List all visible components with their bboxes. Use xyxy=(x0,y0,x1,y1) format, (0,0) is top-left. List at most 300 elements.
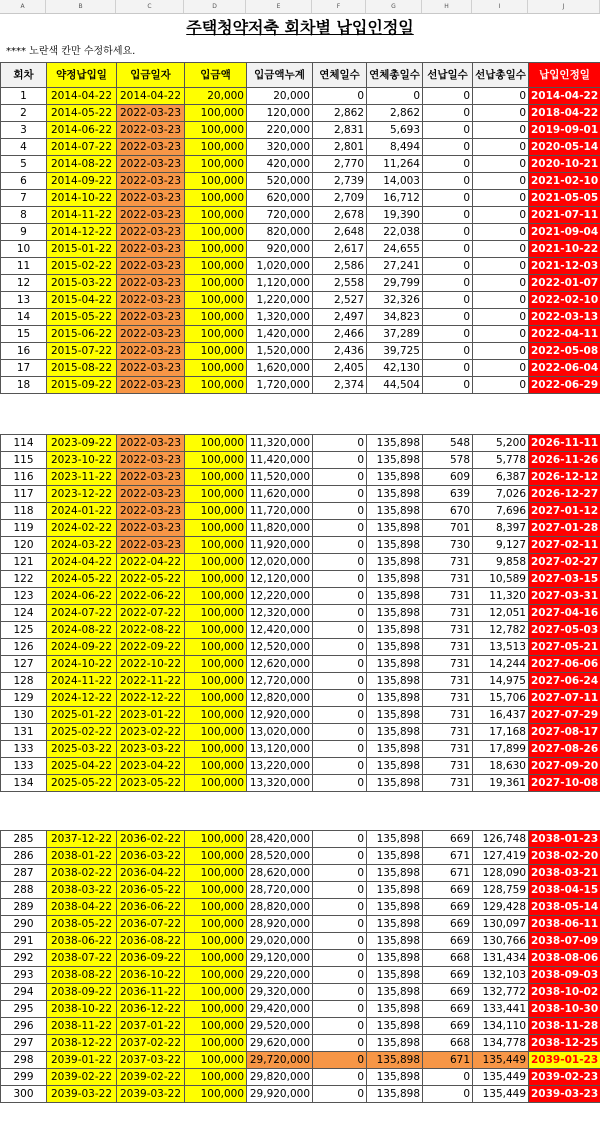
cell[interactable]: 100,000 xyxy=(185,343,247,360)
cell: 2020-05-14 xyxy=(529,139,600,156)
cell: 920,000 xyxy=(247,241,313,258)
cell[interactable]: 2023-11-22 xyxy=(47,469,117,486)
cell: 2026-11-11 xyxy=(529,435,600,452)
cell[interactable]: 2022-03-23 xyxy=(117,452,185,469)
cell[interactable]: 100,000 xyxy=(185,724,247,741)
cell: 13,120,000 xyxy=(247,741,313,758)
cell: 28,820,000 xyxy=(247,899,313,916)
cell[interactable]: 2022-03-23 xyxy=(117,139,185,156)
cell: 0 xyxy=(313,1001,367,1018)
cell[interactable]: 2022-05-22 xyxy=(117,571,185,588)
cell: 0 xyxy=(423,224,473,241)
cell[interactable]: 2014-06-22 xyxy=(47,122,117,139)
cell: 731 xyxy=(423,656,473,673)
cell[interactable]: 2022-03-23 xyxy=(117,503,185,520)
cell[interactable]: 100,000 xyxy=(185,1052,247,1069)
cell[interactable]: 2024-09-22 xyxy=(47,639,117,656)
cell[interactable]: 2039-03-22 xyxy=(47,1086,117,1103)
cell: 29,020,000 xyxy=(247,933,313,950)
cell: 135,898 xyxy=(367,933,423,950)
cell: 0 xyxy=(313,673,367,690)
cell[interactable]: 2024-10-22 xyxy=(47,656,117,673)
cell: 669 xyxy=(423,933,473,950)
cell: 123 xyxy=(1,588,47,605)
cell: 0 xyxy=(473,258,529,275)
cell[interactable]: 2024-05-22 xyxy=(47,571,117,588)
cell[interactable]: 2039-02-22 xyxy=(117,1069,185,1086)
cell[interactable]: 100,000 xyxy=(185,916,247,933)
cell[interactable]: 2022-03-23 xyxy=(117,520,185,537)
cell[interactable]: 2023-09-22 xyxy=(47,435,117,452)
cell[interactable]: 2014-10-22 xyxy=(47,190,117,207)
cell[interactable]: 100,000 xyxy=(185,1001,247,1018)
cell[interactable]: 2022-03-23 xyxy=(117,343,185,360)
cell[interactable]: 100,000 xyxy=(185,639,247,656)
cell: 2026-12-27 xyxy=(529,486,600,503)
cell[interactable]: 100,000 xyxy=(185,775,247,792)
cell: 2,527 xyxy=(313,292,367,309)
column-letter[interactable]: A xyxy=(0,0,46,13)
cell[interactable]: 2038-08-22 xyxy=(47,967,117,984)
cell: 2022-02-10 xyxy=(529,292,600,309)
cell: 128,090 xyxy=(473,865,529,882)
cell: 0 xyxy=(423,1086,473,1103)
cell[interactable]: 2022-12-22 xyxy=(117,690,185,707)
cell[interactable]: 2036-09-22 xyxy=(117,950,185,967)
cell: 135,898 xyxy=(367,758,423,775)
cell[interactable]: 100,000 xyxy=(185,275,247,292)
table-row xyxy=(1,571,600,588)
table-row xyxy=(1,275,600,292)
cell[interactable]: 2023-12-22 xyxy=(47,486,117,503)
cell: 0 xyxy=(423,309,473,326)
cell[interactable]: 100,000 xyxy=(185,1035,247,1052)
cell[interactable]: 100,000 xyxy=(185,207,247,224)
cell[interactable]: 100,000 xyxy=(185,899,247,916)
cell[interactable]: 2014-07-22 xyxy=(47,139,117,156)
cell: 0 xyxy=(423,122,473,139)
cell[interactable]: 100,000 xyxy=(185,452,247,469)
cell: 2038-04-15 xyxy=(529,882,600,899)
cell[interactable]: 100,000 xyxy=(185,831,247,848)
cell[interactable]: 100,000 xyxy=(185,656,247,673)
cell[interactable]: 2015-09-22 xyxy=(47,377,117,394)
column-letter[interactable]: J xyxy=(528,0,600,13)
cell[interactable]: 2022-08-22 xyxy=(117,622,185,639)
cell[interactable]: 2022-04-22 xyxy=(117,554,185,571)
cell[interactable]: 2024-04-22 xyxy=(47,554,117,571)
cell[interactable]: 100,000 xyxy=(185,1018,247,1035)
cell: 0 xyxy=(473,139,529,156)
cell: 28,720,000 xyxy=(247,882,313,899)
cell[interactable]: 2036-02-22 xyxy=(117,831,185,848)
table-row xyxy=(1,950,600,967)
cell[interactable]: 2022-10-22 xyxy=(117,656,185,673)
cell: 0 xyxy=(367,88,423,105)
cell: 609 xyxy=(423,469,473,486)
table-row xyxy=(1,707,600,724)
cell[interactable]: 100,000 xyxy=(185,758,247,775)
cell: 0 xyxy=(473,88,529,105)
column-letter[interactable]: F xyxy=(312,0,366,13)
cell[interactable]: 2038-04-22 xyxy=(47,899,117,916)
cell: 2,709 xyxy=(313,190,367,207)
cell: 2021-10-22 xyxy=(529,241,600,258)
cell: 2026-12-12 xyxy=(529,469,600,486)
column-letter[interactable]: C xyxy=(116,0,184,13)
cell: 44,504 xyxy=(367,377,423,394)
cell[interactable]: 2024-11-22 xyxy=(47,673,117,690)
cell[interactable]: 2022-03-23 xyxy=(117,122,185,139)
cell: 1,620,000 xyxy=(247,360,313,377)
cell: 292 xyxy=(1,950,47,967)
cell: 130 xyxy=(1,707,47,724)
cell[interactable]: 2025-02-22 xyxy=(47,724,117,741)
cell[interactable]: 2024-08-22 xyxy=(47,622,117,639)
cell: 620,000 xyxy=(247,190,313,207)
cell: 15 xyxy=(1,326,47,343)
cell[interactable]: 2023-05-22 xyxy=(117,775,185,792)
cell[interactable]: 2038-02-22 xyxy=(47,865,117,882)
cell[interactable]: 100,000 xyxy=(185,848,247,865)
cell: 0 xyxy=(423,241,473,258)
cell[interactable]: 2014-11-22 xyxy=(47,207,117,224)
cell[interactable]: 100,000 xyxy=(185,554,247,571)
cell: 133,441 xyxy=(473,1001,529,1018)
cell: 701 xyxy=(423,520,473,537)
cell[interactable]: 2015-06-22 xyxy=(47,326,117,343)
cell: 2,678 xyxy=(313,207,367,224)
cell: 131,434 xyxy=(473,950,529,967)
cell: 2014-04-22 xyxy=(529,88,600,105)
cell[interactable]: 100,000 xyxy=(185,741,247,758)
cell[interactable]: 100,000 xyxy=(185,588,247,605)
cell[interactable]: 100,000 xyxy=(185,224,247,241)
table-row xyxy=(1,1086,600,1103)
cell: 28,520,000 xyxy=(247,848,313,865)
cell: 117 xyxy=(1,486,47,503)
cell[interactable]: 2022-03-23 xyxy=(117,537,185,554)
cell[interactable]: 100,000 xyxy=(185,105,247,122)
cell[interactable]: 2025-03-22 xyxy=(47,741,117,758)
cell: 133 xyxy=(1,758,47,775)
cell[interactable]: 100,000 xyxy=(185,967,247,984)
cell[interactable]: 2022-03-23 xyxy=(117,190,185,207)
cell: 0 xyxy=(423,343,473,360)
cell: 27,241 xyxy=(367,258,423,275)
cell: 2022-06-29 xyxy=(529,377,600,394)
cell[interactable]: 2022-06-22 xyxy=(117,588,185,605)
cell: 14,975 xyxy=(473,673,529,690)
cell[interactable]: 2036-03-22 xyxy=(117,848,185,865)
cell[interactable]: 100,000 xyxy=(185,882,247,899)
cell: 135,449 xyxy=(473,1086,529,1103)
cell[interactable]: 2036-08-22 xyxy=(117,933,185,950)
cell: 116 xyxy=(1,469,47,486)
cell: 2027-02-11 xyxy=(529,537,600,554)
cell: 2038-10-02 xyxy=(529,984,600,1001)
cell[interactable]: 100,000 xyxy=(185,933,247,950)
cell[interactable]: 2024-07-22 xyxy=(47,605,117,622)
cell[interactable]: 2015-03-22 xyxy=(47,275,117,292)
cell[interactable]: 2024-01-22 xyxy=(47,503,117,520)
cell: 10 xyxy=(1,241,47,258)
cell[interactable]: 2022-09-22 xyxy=(117,639,185,656)
cell[interactable]: 2023-04-22 xyxy=(117,758,185,775)
cell[interactable]: 2038-12-22 xyxy=(47,1035,117,1052)
cell[interactable]: 100,000 xyxy=(185,139,247,156)
table-block-1 xyxy=(0,62,600,410)
cell[interactable]: 2036-07-22 xyxy=(117,916,185,933)
cell: 135,898 xyxy=(367,622,423,639)
cell: 288 xyxy=(1,882,47,899)
cell[interactable]: 2038-09-22 xyxy=(47,984,117,1001)
cell: 119 xyxy=(1,520,47,537)
column-letter[interactable]: D xyxy=(184,0,246,13)
cell[interactable]: 100,000 xyxy=(185,469,247,486)
cell[interactable]: 100,000 xyxy=(185,690,247,707)
cell[interactable]: 2022-07-22 xyxy=(117,605,185,622)
cell: 293 xyxy=(1,967,47,984)
table-row xyxy=(1,865,600,882)
cell[interactable]: 100,000 xyxy=(185,190,247,207)
cell[interactable]: 2038-03-22 xyxy=(47,882,117,899)
cell[interactable]: 2014-04-22 xyxy=(117,88,185,105)
cell: 28,920,000 xyxy=(247,916,313,933)
header-cell: 연체일수 xyxy=(313,63,367,88)
cell[interactable]: 2022-03-23 xyxy=(117,156,185,173)
cell: 135,898 xyxy=(367,452,423,469)
cell[interactable]: 2023-01-22 xyxy=(117,707,185,724)
cell[interactable]: 100,000 xyxy=(185,241,247,258)
cell: 12,520,000 xyxy=(247,639,313,656)
cell: 130,097 xyxy=(473,916,529,933)
cell[interactable]: 2023-02-22 xyxy=(117,724,185,741)
cell[interactable]: 2038-11-22 xyxy=(47,1018,117,1035)
cell[interactable]: 2022-03-23 xyxy=(117,326,185,343)
cell[interactable]: 2024-03-22 xyxy=(47,537,117,554)
cell[interactable]: 2022-03-23 xyxy=(117,207,185,224)
edit-note: **** 노란색 칸만 수정하세요. xyxy=(6,46,136,57)
cell[interactable]: 2024-02-22 xyxy=(47,520,117,537)
table-row xyxy=(1,377,600,394)
cell[interactable]: 2014-12-22 xyxy=(47,224,117,241)
table-row xyxy=(1,899,600,916)
cell: 0 xyxy=(423,1069,473,1086)
column-letter[interactable]: B xyxy=(46,0,116,13)
column-letter[interactable]: G xyxy=(366,0,422,13)
cell[interactable]: 100,000 xyxy=(185,571,247,588)
cell[interactable]: 2022-03-23 xyxy=(117,486,185,503)
cell: 135,898 xyxy=(367,503,423,520)
cell: 8,397 xyxy=(473,520,529,537)
table-row xyxy=(1,775,600,792)
cell: 731 xyxy=(423,758,473,775)
cell[interactable]: 100,000 xyxy=(185,258,247,275)
cell: 0 xyxy=(473,207,529,224)
cell: 2 xyxy=(1,105,47,122)
cell[interactable]: 2015-05-22 xyxy=(47,309,117,326)
cell[interactable]: 2037-12-22 xyxy=(47,831,117,848)
cell: 290 xyxy=(1,916,47,933)
cell[interactable]: 2022-03-23 xyxy=(117,309,185,326)
cell[interactable]: 2022-03-23 xyxy=(117,105,185,122)
cell[interactable]: 100,000 xyxy=(185,950,247,967)
cell[interactable]: 2036-11-22 xyxy=(117,984,185,1001)
cell[interactable]: 2022-03-23 xyxy=(117,377,185,394)
cell: 286 xyxy=(1,848,47,865)
cell: 2038-01-23 xyxy=(529,831,600,848)
cell[interactable]: 2022-03-23 xyxy=(117,258,185,275)
cell[interactable]: 100,000 xyxy=(185,326,247,343)
column-letter[interactable]: E xyxy=(246,0,312,13)
cell[interactable]: 100,000 xyxy=(185,360,247,377)
cell: 2,648 xyxy=(313,224,367,241)
cell[interactable]: 100,000 xyxy=(185,537,247,554)
cell[interactable]: 2038-01-22 xyxy=(47,848,117,865)
cell[interactable]: 20,000 xyxy=(185,88,247,105)
cell: 17,899 xyxy=(473,741,529,758)
cell: 22,038 xyxy=(367,224,423,241)
cell: 0 xyxy=(313,656,367,673)
cell: 669 xyxy=(423,1018,473,1035)
cell[interactable]: 2015-08-22 xyxy=(47,360,117,377)
cell[interactable]: 2038-07-22 xyxy=(47,950,117,967)
cell: 0 xyxy=(473,309,529,326)
cell[interactable]: 100,000 xyxy=(185,122,247,139)
cell[interactable]: 2014-08-22 xyxy=(47,156,117,173)
cell[interactable]: 2022-03-23 xyxy=(117,173,185,190)
column-letter[interactable]: I xyxy=(472,0,528,13)
column-letter[interactable]: H xyxy=(422,0,472,13)
cell[interactable]: 2022-03-23 xyxy=(117,435,185,452)
cell[interactable]: 2023-10-22 xyxy=(47,452,117,469)
cell: 548 xyxy=(423,435,473,452)
cell: 127,419 xyxy=(473,848,529,865)
cell[interactable]: 2022-03-23 xyxy=(117,292,185,309)
cell: 18,630 xyxy=(473,758,529,775)
cell[interactable]: 2023-03-22 xyxy=(117,741,185,758)
cell[interactable]: 100,000 xyxy=(185,984,247,1001)
cell[interactable]: 2039-02-22 xyxy=(47,1069,117,1086)
cell[interactable]: 2022-03-23 xyxy=(117,360,185,377)
cell: 0 xyxy=(313,605,367,622)
cell[interactable]: 100,000 xyxy=(185,503,247,520)
cell: 132,772 xyxy=(473,984,529,1001)
cell[interactable]: 2014-05-22 xyxy=(47,105,117,122)
cell[interactable]: 100,000 xyxy=(185,707,247,724)
cell: 0 xyxy=(313,1086,367,1103)
cell[interactable]: 100,000 xyxy=(185,1069,247,1086)
cell[interactable]: 2039-03-22 xyxy=(117,1086,185,1103)
cell[interactable]: 2014-09-22 xyxy=(47,173,117,190)
cell[interactable]: 2039-01-22 xyxy=(47,1052,117,1069)
cell: 0 xyxy=(313,899,367,916)
cell[interactable]: 2036-12-22 xyxy=(117,1001,185,1018)
cell[interactable]: 2022-03-23 xyxy=(117,224,185,241)
cell: 29,220,000 xyxy=(247,967,313,984)
cell: 0 xyxy=(313,435,367,452)
cell: 118 xyxy=(1,503,47,520)
cell[interactable]: 2036-05-22 xyxy=(117,882,185,899)
cell[interactable]: 2025-04-22 xyxy=(47,758,117,775)
cell[interactable]: 2037-01-22 xyxy=(117,1018,185,1035)
cell[interactable]: 2024-12-22 xyxy=(47,690,117,707)
cell[interactable]: 2015-04-22 xyxy=(47,292,117,309)
cell[interactable]: 100,000 xyxy=(185,292,247,309)
cell: 2027-07-29 xyxy=(529,707,600,724)
table-row xyxy=(1,292,600,309)
cell[interactable]: 100,000 xyxy=(185,377,247,394)
cell: 135,898 xyxy=(367,486,423,503)
cell[interactable]: 100,000 xyxy=(185,173,247,190)
cell[interactable]: 2025-05-22 xyxy=(47,775,117,792)
cell[interactable]: 2025-01-22 xyxy=(47,707,117,724)
cell: 731 xyxy=(423,690,473,707)
cell[interactable]: 2036-06-22 xyxy=(117,899,185,916)
cell: 0 xyxy=(473,292,529,309)
cell[interactable]: 2038-06-22 xyxy=(47,933,117,950)
cell: 420,000 xyxy=(247,156,313,173)
cell[interactable]: 2024-06-22 xyxy=(47,588,117,605)
cell: 2039-01-23 xyxy=(529,1052,600,1069)
cell[interactable]: 2022-03-23 xyxy=(117,469,185,486)
cell[interactable]: 100,000 xyxy=(185,673,247,690)
cell: 9,127 xyxy=(473,537,529,554)
cell[interactable]: 2022-03-23 xyxy=(117,241,185,258)
cell[interactable]: 100,000 xyxy=(185,435,247,452)
header-cell: 연체총일수 xyxy=(367,63,423,88)
cell[interactable]: 100,000 xyxy=(185,622,247,639)
cell: 1,420,000 xyxy=(247,326,313,343)
cell[interactable]: 2015-02-22 xyxy=(47,258,117,275)
cell: 0 xyxy=(313,1069,367,1086)
cell: 0 xyxy=(313,741,367,758)
cell[interactable]: 100,000 xyxy=(185,486,247,503)
cell: 296 xyxy=(1,1018,47,1035)
cell[interactable]: 2015-07-22 xyxy=(47,343,117,360)
cell[interactable]: 100,000 xyxy=(185,1086,247,1103)
cell[interactable]: 2037-02-22 xyxy=(117,1035,185,1052)
cell[interactable]: 100,000 xyxy=(185,156,247,173)
cell: 2027-06-24 xyxy=(529,673,600,690)
cell[interactable]: 100,000 xyxy=(185,605,247,622)
cell[interactable]: 2015-01-22 xyxy=(47,241,117,258)
cell[interactable]: 2014-04-22 xyxy=(47,88,117,105)
cell[interactable]: 2022-11-22 xyxy=(117,673,185,690)
cell[interactable]: 100,000 xyxy=(185,520,247,537)
cell[interactable]: 2038-05-22 xyxy=(47,916,117,933)
cell: 0 xyxy=(313,707,367,724)
cell: 1,220,000 xyxy=(247,292,313,309)
cell[interactable]: 2038-10-22 xyxy=(47,1001,117,1018)
cell: 2027-05-21 xyxy=(529,639,600,656)
cell[interactable]: 100,000 xyxy=(185,865,247,882)
cell: 128 xyxy=(1,673,47,690)
cell: 2039-03-23 xyxy=(529,1086,600,1103)
cell: 34,823 xyxy=(367,309,423,326)
cell[interactable]: 2037-03-22 xyxy=(117,1052,185,1069)
cell[interactable]: 2036-10-22 xyxy=(117,967,185,984)
table-row xyxy=(1,916,600,933)
cell: 0 xyxy=(313,775,367,792)
cell[interactable]: 100,000 xyxy=(185,309,247,326)
cell: 820,000 xyxy=(247,224,313,241)
cell: 28,420,000 xyxy=(247,831,313,848)
cell[interactable]: 2036-04-22 xyxy=(117,865,185,882)
cell[interactable]: 2022-03-23 xyxy=(117,275,185,292)
cell: 2038-07-09 xyxy=(529,933,600,950)
